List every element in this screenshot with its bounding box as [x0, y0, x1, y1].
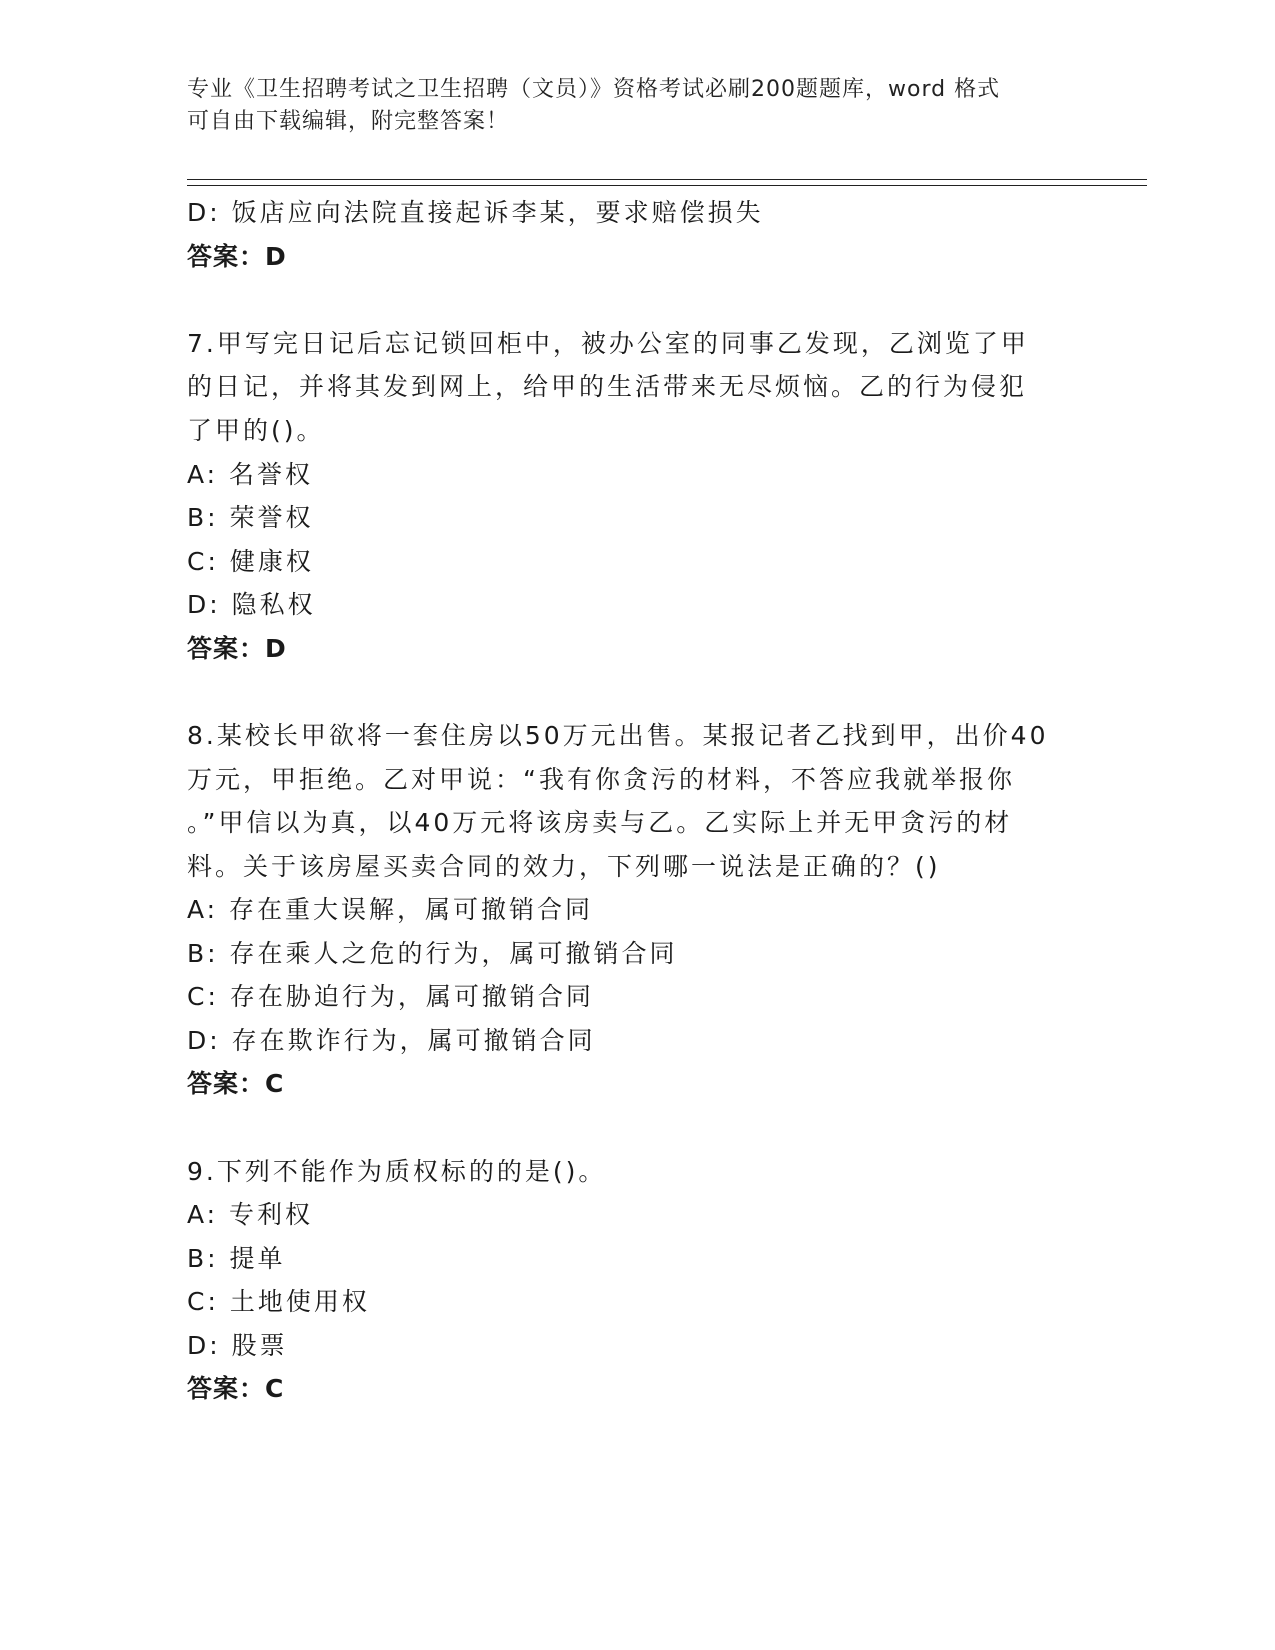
header-title-line-1: 专业《卫生招聘考试之卫生招聘（文员）》资格考试必刷200题题库，word 格式: [187, 77, 1001, 102]
q9-option-d: D: 股票: [187, 1331, 288, 1360]
q7-option-c: C: 健康权: [187, 547, 314, 576]
q8-stem-line-1: 8.某校长甲欲将一套住房以50万元出售。某报记者乙找到甲，出价40: [187, 721, 1049, 750]
q8-option-c: C: 存在胁迫行为，属可撤销合同: [187, 982, 594, 1011]
q7-stem-line-1: 7.甲写完日记后忘记锁回柜中，被办公室的同事乙发现，乙浏览了甲: [187, 329, 1029, 358]
prev-option-d: D: 饭店应向法院直接起诉李某，要求赔偿损失: [187, 198, 764, 227]
q9-option-c: C: 土地使用权: [187, 1287, 370, 1316]
q7-stem-line-2: 的日记，并将其发到网上，给甲的生活带来无尽烦恼。乙的行为侵犯: [187, 372, 1028, 401]
q9-option-a: A: 专利权: [187, 1200, 314, 1229]
q9-stem-line-1: 9.下列不能作为质权标的的是()。: [187, 1157, 607, 1186]
q7-option-b: B: 荣誉权: [187, 503, 314, 532]
q7-stem-line-3: 了甲的()。: [187, 416, 325, 445]
q8-stem-line-4: 料。关于该房屋买卖合同的效力，下列哪一说法是正确的？(): [187, 852, 941, 881]
document-header: [187, 74, 1067, 138]
q8-option-a: A: 存在重大误解，属可撤销合同: [187, 895, 594, 924]
q8-answer: 答案：C: [187, 1069, 285, 1098]
prev-answer: 答案：D: [187, 242, 287, 271]
q8-stem-line-2: 万元，甲拒绝。乙对甲说：“我有你贪污的材料，不答应我就举报你: [187, 765, 1015, 794]
header-title-line-2: 可自由下载编辑，附完整答案！: [187, 109, 510, 134]
q9-option-b: B: 提单: [187, 1244, 286, 1273]
q8-stem-line-3: 。”甲信以为真，以40万元将该房卖与乙。乙实际上并无甲贪污的材: [187, 808, 1013, 837]
q7-option-d: D: 隐私权: [187, 590, 316, 619]
q9-answer: 答案：C: [187, 1374, 285, 1403]
header-divider-bottom: [187, 185, 1147, 186]
q8-option-d: D: 存在欺诈行为，属可撤销合同: [187, 1026, 596, 1055]
header-divider-top: [187, 179, 1147, 180]
q7-answer: 答案：D: [187, 634, 287, 663]
q8-option-b: B: 存在乘人之危的行为，属可撤销合同: [187, 939, 678, 968]
q7-option-a: A: 名誉权: [187, 460, 314, 489]
